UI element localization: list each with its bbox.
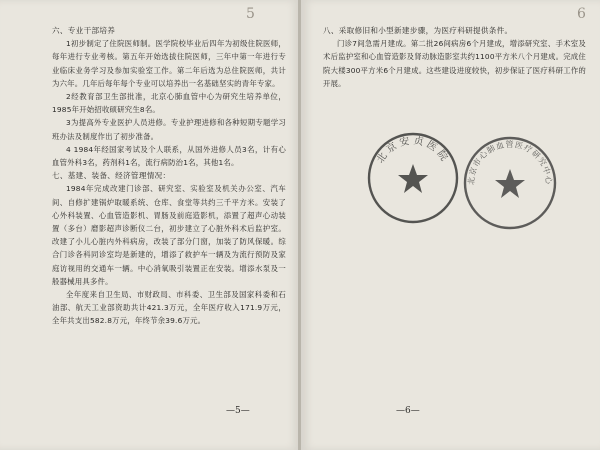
- section-heading-seven: 七、基建、装备、经济管理情况：: [52, 171, 171, 181]
- paragraph: 门诊7间急需月建成。第二批26间病房6个月建成，增添研究室、手术室及术后监护室和心血管造影及肾动脉造影室共约1100平方米八个月建成。完成住院大楼300平方米6个月建成。这些建设进度较快，初步保证了医疗科研工作的开展。: [323, 39, 586, 88]
- paragraph: 1初步制定了住院医师制。医学院校毕业后四年为初级住院医师，每年进行专业考核。第五年开始选拔住院医师，三年中第一年进行专业临床业务学习及参加实验室工作。第二年后选为总住院医师，共计为六年。几年后每年每个专业可以培养出一名基础坚实的青年专家。: [52, 39, 286, 88]
- corner-mark: 6: [577, 6, 586, 22]
- paragraph: 4 1984年经国家考试及个人联系，从国外进修人员3名，计有心血管外科3名，药剂科1名，流行病防治1名，其他1名。: [52, 144, 286, 168]
- svg-text:北京安贞医院: [374, 134, 453, 166]
- right-page: [301, 0, 600, 450]
- paragraph: 2经教育部卫生部批准，北京心肺血管中心为研究生培养单位，1985年开始招收硕研究生8名。: [52, 92, 286, 115]
- official-seal-hospital: [365, 130, 461, 226]
- section-heading-eight: 八、采取修旧和小型新建步骤，为医疗科研提供条件。: [323, 26, 513, 35]
- paragraph: 3为提高外专业医护人员进修。专业护理进修和各种短期专题学习班办法及制度作出了初步准备。: [52, 118, 286, 141]
- official-seal-center: [461, 134, 559, 232]
- seal-text: 北京市心肺血管医疗研究中心: [466, 140, 554, 186]
- paragraph: 1984年完成改建门诊部、研究室、实验室及机关办公室、汽车间、自修扩建锅炉取暖系统、仓库、食堂等共约三千平方米。安装了心外科装置、心血管造影机、胃肠及前庭造影机，添置了超声心动装置（多台）磨影超声诊断仪二台，初步建立了心脏外科术后监护室。改建了小儿心脏内外科病房，改装了部分门窗，加装了防风保暖。综合门诊各科同诊室均是新建的，增添了救护车一辆及为流行预防及家庭访视用的交通车一辆。中心消氧吸引装置正在安装。增添水泵及一般器械用具多件。: [52, 184, 286, 286]
- corner-mark: 5: [246, 6, 255, 22]
- page-number: —6—: [396, 406, 420, 416]
- page-number: —5—: [226, 406, 250, 416]
- section-heading-six: 六、专业干部培养: [52, 26, 116, 35]
- seal-text: 北京安贞医院: [374, 135, 452, 166]
- paragraph: 全年度来自卫生局、市财政局、市科委、卫生部及国家科委和石油部、航天工业部资助共计421.3万元，全年医疗收入171.9万元，全年共支出582.8万元，年终节余39.6万元。: [52, 290, 286, 326]
